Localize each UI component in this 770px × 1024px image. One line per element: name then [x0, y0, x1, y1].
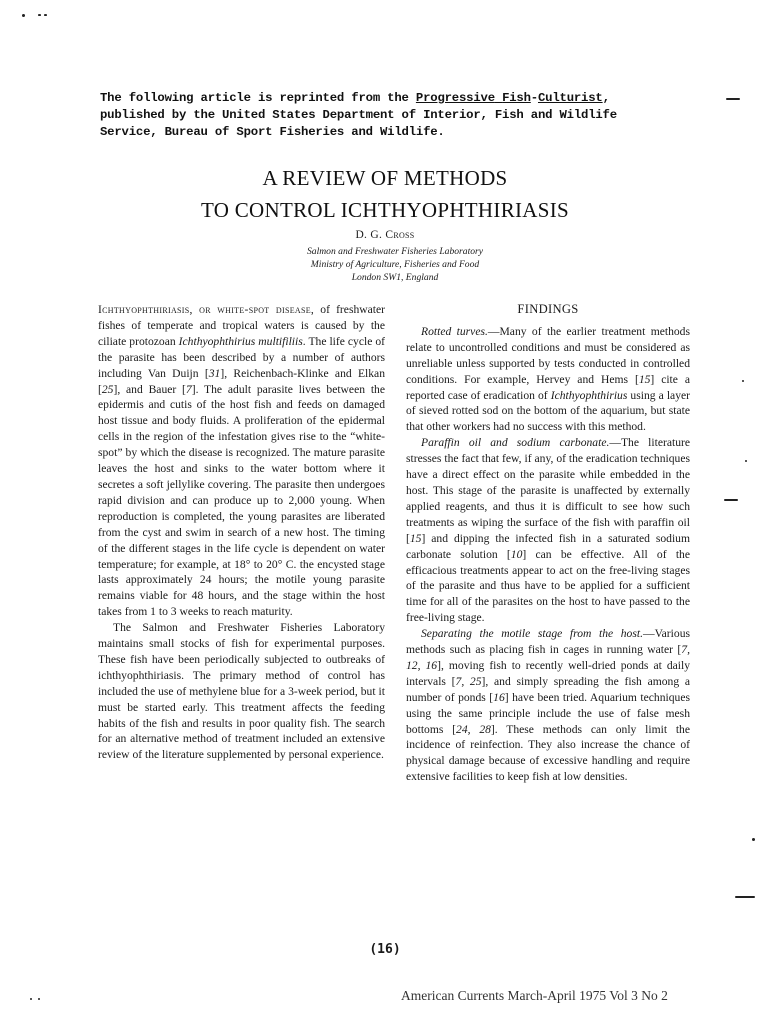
motile-stage-paragraph [406, 626, 690, 785]
right-column [406, 302, 690, 785]
paragraph-heading: Separating the motile stage from the host. [421, 627, 643, 641]
paragraph-text: ] can be effective. All of the efficacious treatments appear to act on the free-living stages of the parasite and thus have to be applied for a sufficient time for all of the parasites on the host to have passed to the free-living stage. [406, 547, 690, 625]
paragraph-text: ]. The adult parasite lives between the epidermis and cutis of the host fish and feeds on damaged host tissue and body fluids. A proliferation of the epidermal cells in the region of the infestation gives rise to the “white-spot” by which the disease is recognized. The mature parasite leaves the host and sinks to the water bottom where it secretes a soft jellylike covering. The parasite then undergoes rapid division and can produce up to 2,000 young. When reproduction is completed, the young parasites are liberated from the cyst and swim in search of a new host. The timing of the different stages in the life cycle is dependent on water temperature; for example, at 18° to 20° C. the encysted stage lasts approximately 24 hours; the motile young parasite remains viable for 48 hours, and the stage within the host takes from 1 to 3 weeks to reach maturity. [98, 382, 385, 619]
journal-name-dash: - [530, 91, 538, 105]
species-name: Ichthyophthirius multifiliis [178, 334, 303, 348]
scan-speck [38, 14, 41, 16]
reprint-line-2: published by the United States Department of Interior, Fish and Wildlife [100, 108, 617, 122]
paragraph-text: ], Reichenbach-Klinke and Elkan [ [98, 366, 385, 396]
affiliation-line-1: Salmon and Freshwater Fisheries Laboratory [306, 246, 484, 257]
paragraph-text: ], moving fish to recently well-dried ponds at daily intervals [ [406, 658, 691, 688]
page-number: (16) [369, 942, 401, 957]
reprint-text: The following article is reprinted from the [100, 91, 416, 105]
citation: 7 [185, 382, 192, 396]
paragraph-text: ] cite a reported case of eradication of [406, 372, 690, 402]
reprint-line-3: Service, Bureau of Sport Fisheries and Wildlife. [100, 125, 445, 139]
article-title-line-1: A REVIEW OF METHODS [262, 166, 508, 190]
paraffin-paragraph [406, 435, 690, 626]
rotted-turves-paragraph [406, 324, 690, 435]
paragraph-heading: Paraffin oil and sodium carbonate. [421, 436, 610, 450]
reprint-line-1 [100, 90, 660, 107]
intro-paragraph [98, 302, 385, 620]
citation: 31 [208, 366, 221, 380]
paragraph-heading: Rotted turves. [421, 324, 488, 338]
findings-heading: FINDINGS [517, 302, 579, 316]
citation: 7, 12, 16 [406, 643, 690, 672]
paragraph-text: using a layer of sieved rotted sod on the bottom of the aquarium, but state that other workers had no success with this method. [406, 388, 690, 434]
citation: 16 [493, 690, 505, 704]
paragraph-text: —Many of the earlier treatment methods relate to uncontrolled conditions and must be considered as unreliable unless supported by tests conducted in controlled conditions. For example, Hervey and Hems [ [406, 324, 690, 386]
citation: 10 [510, 547, 523, 561]
affiliation-line-2: Ministry of Agriculture, Fisheries and Food [310, 259, 480, 270]
paragraph-text: of freshwater fishes of temperate and tropical waters is caused by the ciliate protozoan [98, 303, 385, 348]
left-column [98, 302, 385, 763]
paragraph-text: ] and dipping the infected fish in a saturated sodium carbonate solution [ [406, 531, 690, 561]
citation: 24, 28 [456, 722, 491, 736]
paragraph-text: ]. These methods can only limit the incidence of reinfection. They also increase the chance of physical damage because of excessive handling and require extensive facilities to keep fish at low densities. [406, 722, 691, 784]
scan-speck [742, 380, 744, 382]
scan-speck [735, 896, 755, 898]
paragraph-text: —The literature stresses the fact that few, if any, of the eradication techniques have a direct effect on the parasite while embedded in the host. This stage of the parasite is unaffected by externally applied reagents, and thus it is difficult to see how such treatments as wiping the surface of the fish with paraffin oil [ [406, 436, 691, 545]
scan-speck [724, 499, 738, 501]
reprint-text: , [602, 91, 610, 105]
paragraph-text: ] have been tried. Aquarium techniques using the same principle include the use of false mesh bottoms [ [406, 690, 690, 736]
lead-in: Ichthyophthiriasis, or white-spot disease, [98, 303, 315, 316]
journal-name-part: Fish [502, 91, 531, 105]
paragraph-text: ], and simply spreading the fish among a number of ponds [ [406, 674, 690, 704]
scan-speck [745, 460, 747, 462]
citation: 15 [409, 531, 422, 545]
species-name: Ichthyophthirius [550, 388, 628, 402]
author-name: D. G. Cross [355, 229, 415, 241]
scan-speck [30, 998, 32, 1000]
scan-speck [752, 838, 755, 841]
scan-speck [22, 14, 25, 17]
citation: 15 [638, 372, 651, 386]
citation: 7, 25 [455, 674, 482, 688]
journal-name-part: Progressive [415, 91, 495, 105]
lab-paragraph: The Salmon and Freshwater Fisheries Laboratory maintains small stocks of fish for experimental purposes. These fish have been periodically subjected to outbreaks of ichthyophthiriasis. The primary method of control has included the use of methylene blue for a 3-week period, but it must be started early. This treatment affects the feeding habits of the fish and results in poor quality fish. The search for an alternative method of treatment included an extensive review of the literature supplemented by personal experience. [98, 621, 385, 762]
journal-name-part: Culturist [537, 91, 603, 105]
scan-speck [726, 98, 740, 100]
scan-speck [38, 998, 40, 1000]
affiliation-line-3: London SW1, England [351, 272, 439, 283]
paragraph-text: . The life cycle of the parasite has been described by a number of authors including Van Duijn [ [98, 334, 386, 380]
footer-citation: American Currents March-April 1975 Vol 3 No 2 [401, 988, 668, 1003]
reprint-notice [100, 90, 660, 141]
paragraph-text: ], and Bauer [ [113, 382, 186, 396]
article-title-line-2: TO CONTROL ICHTHYOPHTHIRIASIS [200, 198, 570, 222]
scan-speck [44, 14, 47, 16]
journal-name [416, 91, 531, 105]
paragraph-text: —Various methods such as placing fish in cages in running water [ [406, 627, 690, 657]
citation: 25 [101, 382, 114, 396]
